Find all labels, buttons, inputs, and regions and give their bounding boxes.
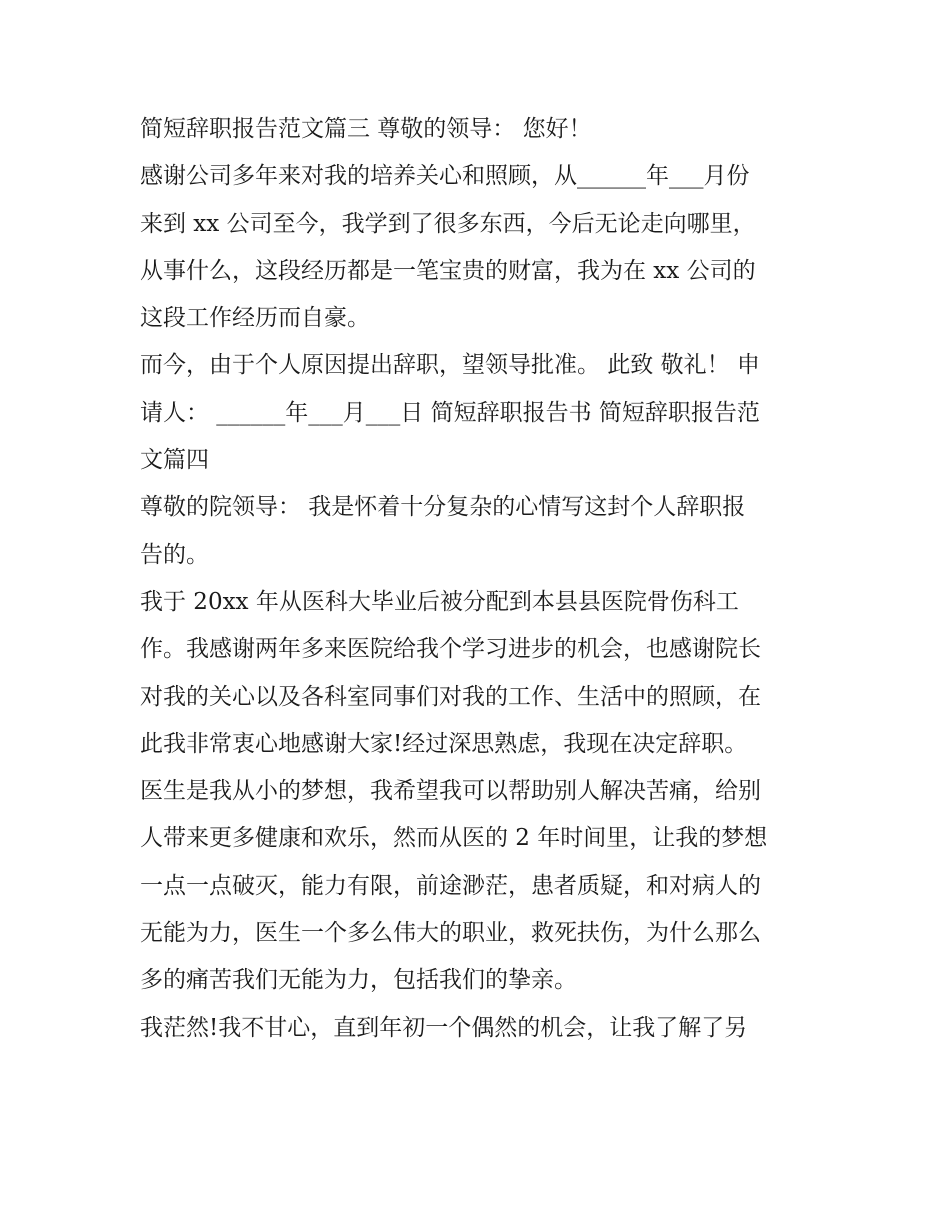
text-line: 来到 xx 公司至今，我学到了很多东西，今后无论走向哪里， (140, 210, 756, 237)
text-line: 多的痛苦我们无能为力，包括我们的挚亲。 (140, 967, 577, 994)
text-line: 此我非常衷心地感谢大家!经过深思熟虑，我现在决定辞职。 (140, 730, 748, 757)
text-line: 告的。 (140, 541, 209, 568)
document-body (140, 106, 820, 1052)
text-line: 我茫然!我不甘心，直到年初一个偶然的机会，让我了解了另 (140, 1014, 748, 1041)
text-line: 我于 20xx 年从医科大毕业后被分配到本县县医院骨伤科工 (140, 588, 739, 615)
text-line: 从事什么，这段经历都是一笔宝贵的财富，我为在 xx 公司的 (140, 257, 756, 284)
text-line: 作。我感谢两年多来医院给我个学习进步的机会，也感谢院长 (140, 636, 761, 663)
text-line: 而今，由于个人原因提出辞职，望领导批准。 此致 敬礼！ 申 (140, 352, 760, 379)
text-line: 人带来更多健康和欢乐，然而从医的 2 年时间里，让我的梦想 (140, 825, 768, 852)
text-line: 对我的关心以及各科室同事们对我的工作、生活中的照顾，在 (140, 683, 761, 710)
text-line: 尊敬的院领导： 我是怀着十分复杂的心情写这封个人辞职报 (140, 494, 746, 521)
text-line: 请人： ______年___月___日 简短辞职报告书 简短辞职报告范 (140, 399, 760, 426)
text-line: 简短辞职报告范文篇三 尊敬的领导： 您好！ (140, 116, 592, 142)
text-line: 这段工作经历而自豪。 (140, 305, 370, 332)
text-line: 无能为力，医生一个多么伟大的职业，救死扶伤，为什么那么 (140, 920, 761, 947)
text-line: 感谢公司多年来对我的培养关心和照顾，从______年___月份 (140, 163, 750, 190)
text-line: 一点一点破灭，能力有限，前途渺茫，患者质疑，和对病人的 (140, 872, 761, 899)
text-line: 医生是我从小的梦想，我希望我可以帮助别人解决苦痛，给别 (140, 778, 761, 805)
text-line: 文篇四 (140, 447, 209, 474)
